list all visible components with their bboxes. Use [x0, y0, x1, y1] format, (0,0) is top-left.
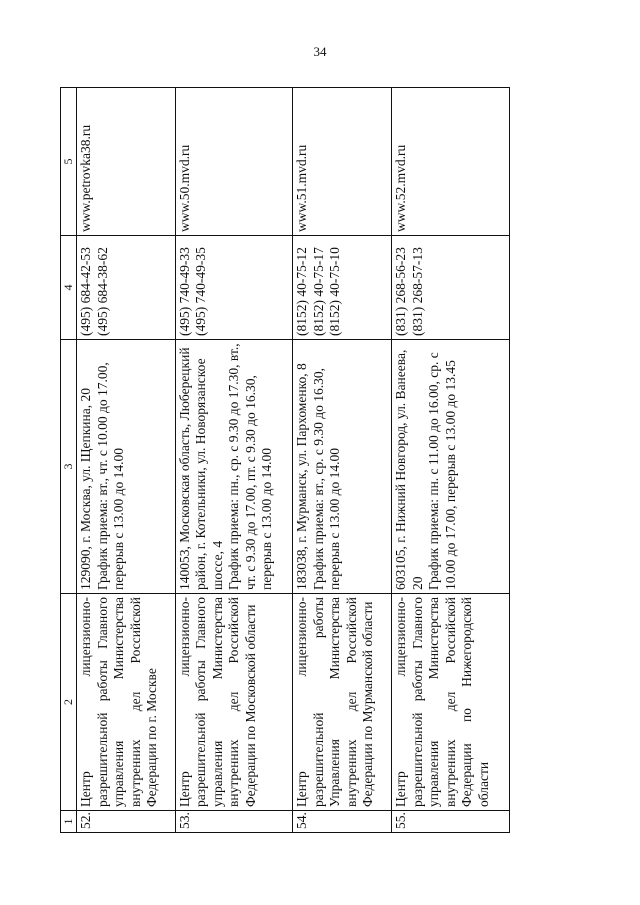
table-row — [175, 88, 293, 833]
phone-number: (8152) 40-75-12 — [294, 247, 310, 336]
schedule-text: График приема: вт., чт. с 10.00 до 17.00, перерыв с 13.00 до 14.00 — [94, 362, 126, 590]
phone-number: (495) 740-49-33 — [176, 247, 192, 336]
phones-cell — [293, 236, 392, 340]
website-cell: www.51.mvd.ru — [293, 88, 392, 236]
organization-cell: Центр лицензионно-разрешительной работы Главного управления Министерства внутренних дел Российской Федерации по Нижегородской области — [392, 594, 510, 811]
organization-cell: Центр лицензионно-разрешительной работы Управления Министерства внутренних дел Российской Федерации по Мурманской области — [293, 594, 392, 811]
schedule-text: График приема: вт., ср. с 9.30 до 16.30, перерыв с 13.00 до 14.00 — [310, 367, 343, 590]
table-row — [392, 88, 510, 833]
address-text: 183038, г. Мурманск, ул. Пархоменко, 8 — [294, 363, 310, 590]
address-cell — [175, 340, 293, 594]
table-row — [77, 88, 176, 833]
row-number: 52. — [77, 811, 176, 833]
table-row — [293, 88, 392, 833]
phone-number: (831) 268-57-13 — [409, 247, 425, 336]
phone-number: (8152) 40-75-17 — [310, 247, 326, 336]
phones-cell — [175, 236, 293, 340]
page-number: 34 — [313, 44, 327, 59]
address-cell — [293, 340, 392, 594]
column-header-3: 3 — [61, 340, 77, 594]
address-cell — [392, 340, 510, 594]
row-number: 55. — [392, 811, 510, 833]
rotated-table-wrapper — [60, 88, 510, 833]
address-text: 129090, г. Москва, ул. Щепкина, 20 — [78, 388, 93, 590]
schedule-text: График приема: пн., ср. с 9.30 до 17.30, вт., чт. с 9.30 до 17.00, пт. с 9.30 до 16.30, перерыв с 13.00 до 14.00 — [226, 343, 275, 590]
phone-number: (831) 268-56-23 — [393, 247, 409, 336]
phone-number: (495) 684-42-53 — [78, 247, 93, 336]
address-text: 140053, Московская область, Люберецкий район, г. Котельники, ул. Новорязанское шоссе, 4 — [176, 347, 225, 590]
row-number: 54. — [293, 811, 392, 833]
phones-cell — [77, 236, 176, 340]
organization-cell: Центр лицензионно-разрешительной работы Главного управления Министерства внутренних дел Российской Федерации по г. Москве — [77, 594, 176, 811]
table-header-row — [61, 88, 77, 833]
website-cell: www.52.mvd.ru — [392, 88, 510, 236]
schedule-text: График приема: пн. с 11.00 до 16.00, ср. с 10.00 до 17.00, перерыв с 13.00 до 13.45 — [426, 352, 458, 590]
phone-number: (8152) 40-75-10 — [327, 247, 343, 336]
website-cell: www.50.mvd.ru — [175, 88, 293, 236]
address-text: 603105, г. Нижний Новгород, ул. Ванеева, 20 — [393, 349, 425, 590]
organization-cell: Центр лицензионно-разрешительной работы Главного управления Министерства внутренних дел Российской Федерации по Московской области — [175, 594, 293, 811]
phones-cell — [392, 236, 510, 340]
column-header-1: 1 — [61, 811, 77, 833]
website-cell: www.petrovka38.ru — [77, 88, 176, 236]
row-number: 53. — [175, 811, 293, 833]
registry-table — [60, 87, 510, 833]
column-header-2: 2 — [61, 594, 77, 811]
column-header-5: 5 — [61, 88, 77, 236]
address-cell — [77, 340, 176, 594]
column-header-4: 4 — [61, 236, 77, 340]
phone-number: (495) 740-49-35 — [193, 247, 209, 336]
phone-number: (495) 684-38-62 — [94, 247, 110, 336]
